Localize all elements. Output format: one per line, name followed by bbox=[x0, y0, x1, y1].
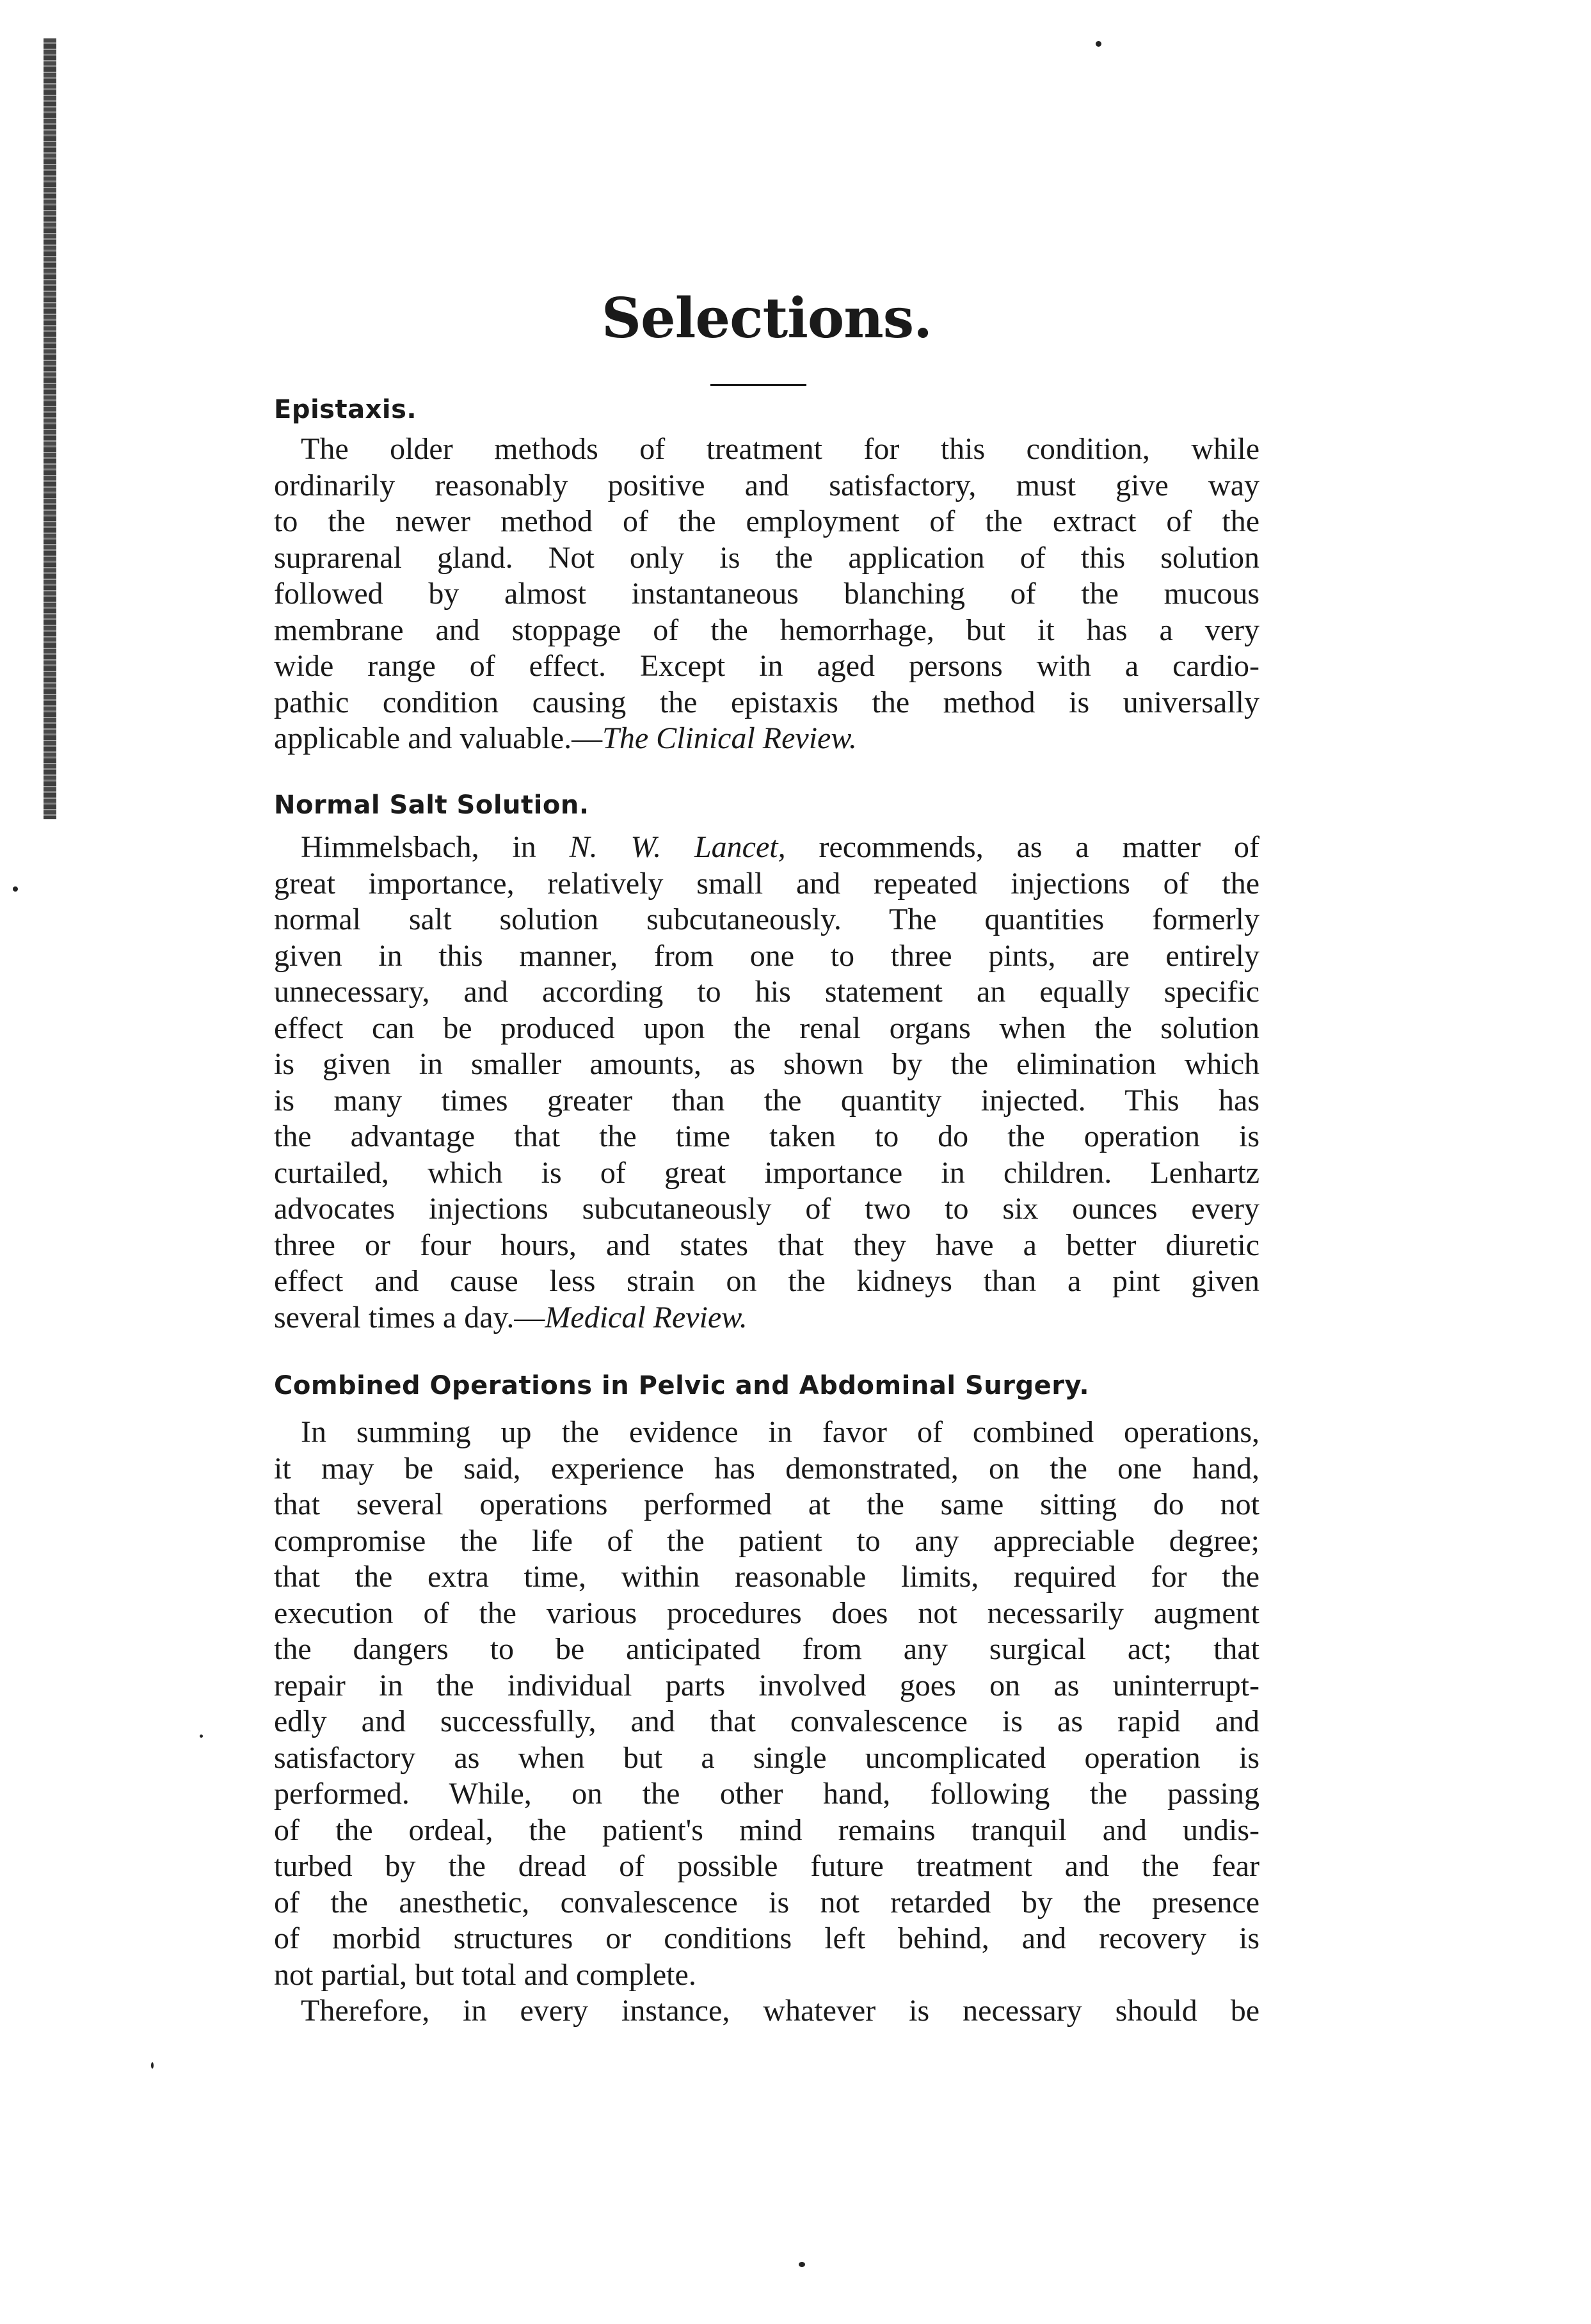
page-binding-edge bbox=[44, 38, 56, 819]
section-body-normal-salt-solution bbox=[274, 829, 1259, 1336]
page-speck bbox=[13, 886, 18, 892]
text-line: is many times greater than the quantity injected. This has bbox=[274, 1083, 1259, 1118]
text-line: Therefore, in every instance, whatever is necessary should be bbox=[301, 1994, 1259, 2028]
text-line: advocates injections subcutaneously of two to six ounces every bbox=[274, 1192, 1259, 1226]
text-line: turbed by the dread of possible future treatment and the fear bbox=[274, 1849, 1259, 1883]
text-line: that the extra time, within reasonable limits, required for the bbox=[274, 1560, 1259, 1594]
text-fragment: applicable and valuable.— bbox=[274, 721, 603, 755]
text-fragment: Himmelsbach, in bbox=[301, 830, 570, 864]
text-line: In summing up the evidence in favor of combined operations, bbox=[301, 1415, 1259, 1449]
text-line: three or four hours, and states that they have a better diuretic bbox=[274, 1228, 1259, 1262]
text-line bbox=[274, 829, 1259, 866]
section-heading-combined-operations: Combined Operations in Pelvic and Abdominal Surgery. bbox=[274, 1371, 1090, 1400]
section-body-epistaxis bbox=[274, 431, 1259, 757]
text-line: membrane and stoppage of the hemorrhage, but it has a very bbox=[274, 613, 1259, 647]
text-line: ordinarily reasonably positive and satisfactory, must give way bbox=[274, 468, 1259, 502]
text-line: the dangers to be anticipated from any surgical act; that bbox=[274, 1632, 1259, 1666]
text-line: suprarenal gland. Not only is the application of this solution bbox=[274, 540, 1259, 575]
source-citation: Medical Review. bbox=[545, 1300, 748, 1334]
text-line: to the newer method of the employment of the extract of the bbox=[274, 504, 1259, 538]
text-line: that several operations performed at the same sitting do not bbox=[274, 1487, 1259, 1521]
page-speck bbox=[200, 1735, 203, 1738]
text-line: execution of the various procedures does not necessarily augment bbox=[274, 1596, 1259, 1630]
text-line: of the ordeal, the patient's mind remains tranquil and undis- bbox=[274, 1813, 1259, 1847]
page-speck bbox=[799, 2262, 805, 2267]
text-fragment: recommends, as a matter of bbox=[785, 830, 1260, 864]
text-line: compromise the life of the patient to any appreciable degree; bbox=[274, 1523, 1259, 1558]
page-speck bbox=[1096, 41, 1101, 47]
text-line: curtailed, which is of great importance in children. Lenhartz bbox=[274, 1155, 1259, 1190]
text-line: it may be said, experience has demonstrated, on the one hand, bbox=[274, 1451, 1259, 1486]
text-line: followed by almost instantaneous blanching of the mucous bbox=[274, 577, 1259, 611]
title-rule bbox=[710, 384, 806, 386]
text-line: wide range of effect. Except in aged persons with a cardio- bbox=[274, 649, 1259, 683]
text-line: repair in the individual parts involved goes on as uninterrupt- bbox=[274, 1668, 1259, 1703]
text-line: satisfactory as when but a single uncomplicated operation is bbox=[274, 1740, 1259, 1775]
text-line: edly and successfully, and that convalescence is as rapid and bbox=[274, 1704, 1259, 1738]
text-line: great importance, relatively small and repeated injections of the bbox=[274, 866, 1259, 901]
section-heading-epistaxis: Epistaxis. bbox=[274, 395, 417, 424]
text-line: is given in smaller amounts, as shown by the elimination which bbox=[274, 1047, 1259, 1081]
text-line bbox=[274, 721, 1259, 757]
text-line: not partial, but total and complete. bbox=[274, 1957, 696, 1992]
text-fragment: several times a day.— bbox=[274, 1300, 545, 1334]
text-line: effect can be produced upon the renal organs when the solution bbox=[274, 1011, 1259, 1045]
text-line: pathic condition causing the epistaxis the method is universally bbox=[274, 685, 1259, 719]
text-line: of morbid structures or conditions left behind, and recovery is bbox=[274, 1921, 1259, 1955]
section-body-combined-operations bbox=[274, 1414, 1259, 2030]
text-line: normal salt solution subcutaneously. The quantities formerly bbox=[274, 902, 1259, 936]
text-line: of the anesthetic, convalescence is not retarded by the presence bbox=[274, 1885, 1259, 1919]
source-citation: The Clinical Review. bbox=[602, 721, 857, 755]
text-line bbox=[274, 1300, 1259, 1336]
text-line: unnecessary, and according to his statement an equally specific bbox=[274, 975, 1259, 1009]
journal-name: N. W. Lancet, bbox=[569, 830, 786, 864]
text-line: effect and cause less strain on the kidneys than a pint given bbox=[274, 1264, 1259, 1298]
text-line: the advantage that the time taken to do the operation is bbox=[274, 1119, 1259, 1153]
text-line: given in this manner, from one to three pints, are entirely bbox=[274, 938, 1259, 973]
page-speck bbox=[151, 2062, 154, 2069]
section-heading-normal-salt-solution: Normal Salt Solution. bbox=[274, 790, 589, 820]
text-line: performed. While, on the other hand, following the passing bbox=[274, 1777, 1259, 1811]
text-line: The older methods of treatment for this condition, while bbox=[301, 432, 1259, 466]
page-title: Selections. bbox=[601, 286, 932, 351]
